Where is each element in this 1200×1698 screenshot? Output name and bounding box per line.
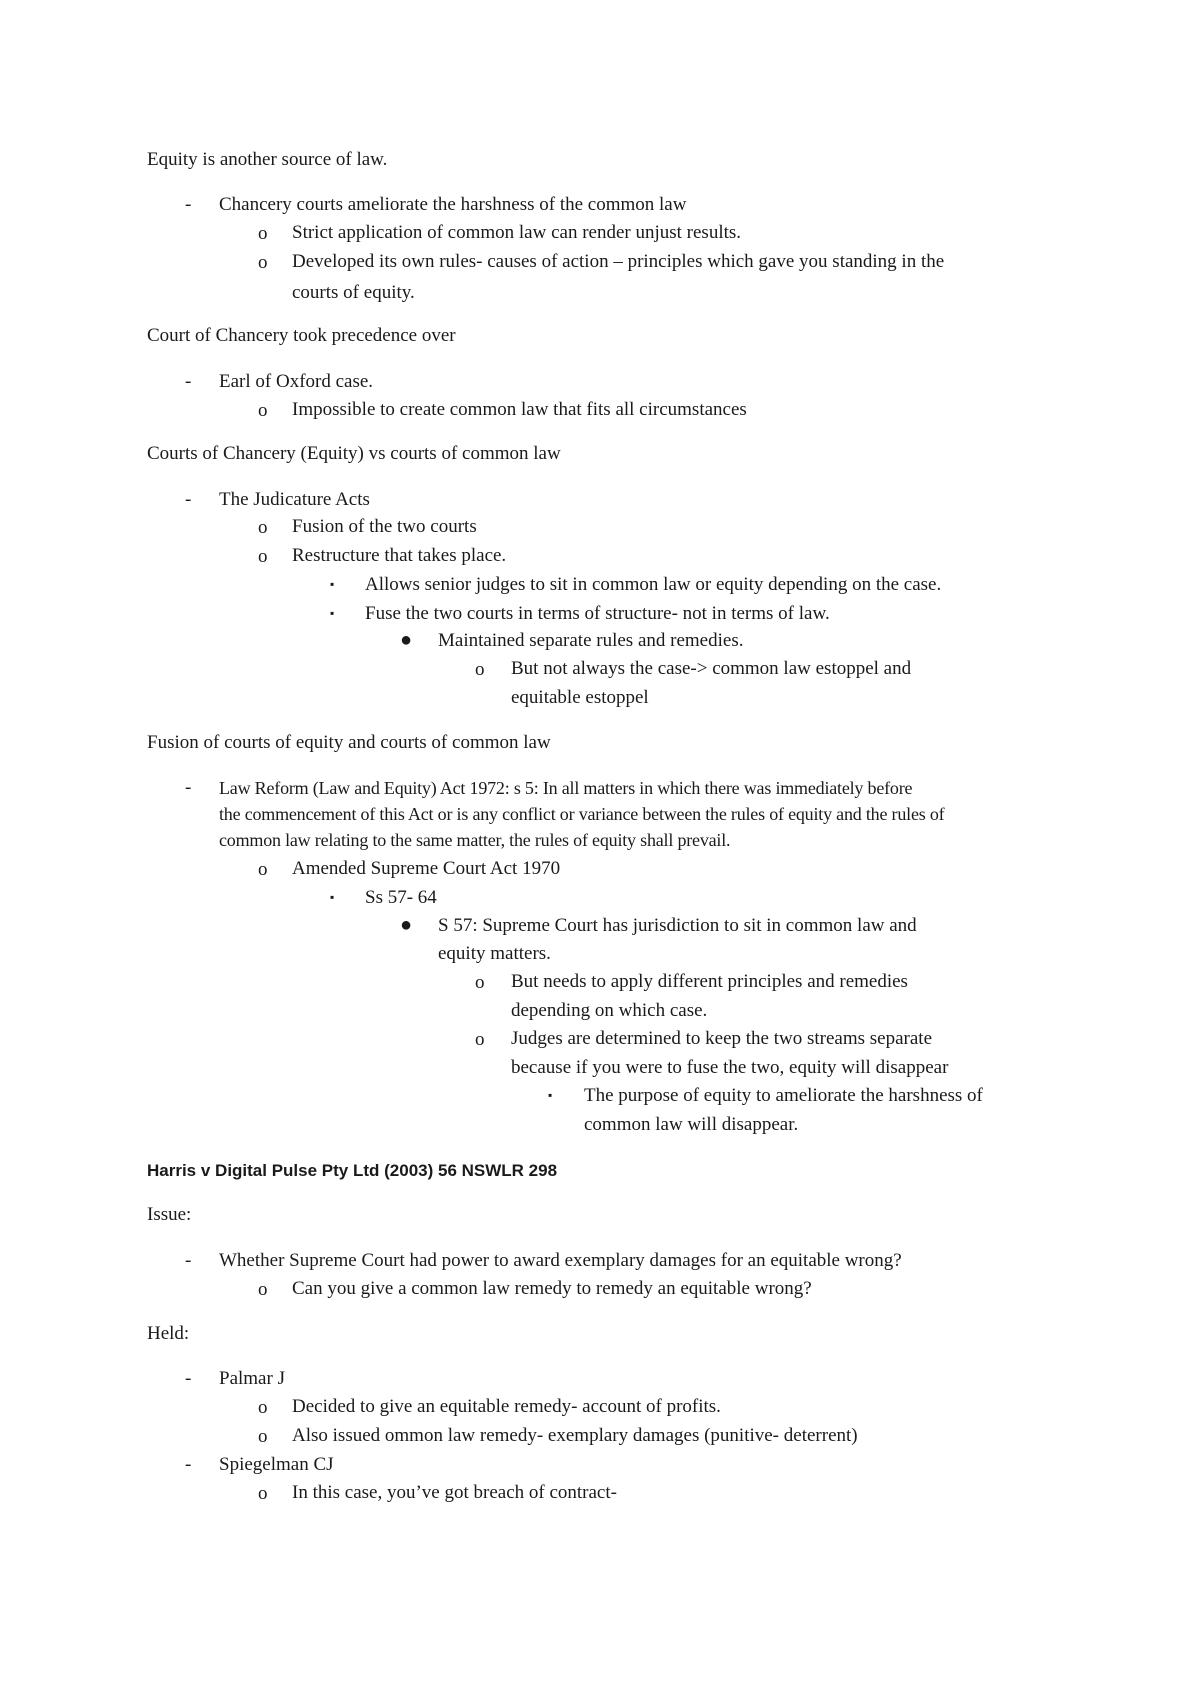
circle-bullet-icon: o: [258, 859, 268, 880]
dash-bullet-icon: -: [185, 489, 192, 510]
list-item: Palmar J: [219, 1368, 285, 1389]
list-item: Decided to give an equitable remedy- account of profits.: [292, 1396, 721, 1417]
circle-bullet-icon: o: [258, 1426, 268, 1447]
dash-bullet-icon: -: [185, 1368, 192, 1389]
dot-bullet-icon: ●: [400, 914, 413, 936]
section-label: Held:: [147, 1323, 190, 1344]
dash-bullet-icon: -: [185, 1454, 192, 1475]
list-item: Judges are determined to keep the two streams separate: [511, 1028, 933, 1049]
list-item-continuation: the commencement of this Act or is any conflict or variance between the rules of equity and the rules of: [219, 804, 945, 824]
list-item: In this case, you’ve got breach of contract-: [292, 1482, 617, 1503]
list-item: S 57: Supreme Court has jurisdiction to sit in common law and: [438, 915, 917, 936]
dash-bullet-icon: -: [185, 371, 192, 392]
circle-bullet-icon: o: [258, 400, 268, 421]
list-item-continuation: common law relating to the same matter, the rules of equity shall prevail.: [219, 830, 731, 850]
list-item-continuation: common law will disappear.: [584, 1114, 799, 1135]
circle-bullet-icon: o: [258, 546, 268, 567]
square-bullet-icon: ▪: [330, 890, 335, 904]
dash-bullet-icon: -: [185, 194, 192, 215]
list-item: The purpose of equity to ameliorate the harshness of: [584, 1085, 983, 1106]
list-item: The Judicature Acts: [219, 489, 370, 510]
list-item: Restructure that takes place.: [292, 545, 507, 566]
circle-bullet-icon: o: [475, 972, 485, 993]
list-item: Ss 57- 64: [365, 887, 437, 908]
list-item: Law Reform (Law and Equity) Act 1972: s 5: In all matters in which there was immediately before: [219, 778, 913, 798]
list-item-continuation: courts of equity.: [292, 282, 415, 303]
list-item: But needs to apply different principles and remedies: [511, 971, 908, 992]
list-item: Maintained separate rules and remedies.: [438, 630, 744, 651]
list-item: Developed its own rules- causes of action – principles which gave you standing in the: [292, 251, 945, 272]
circle-bullet-icon: o: [258, 223, 268, 244]
list-item: Also issued ommon law remedy- exemplary damages (punitive- deterrent): [292, 1425, 858, 1446]
paragraph-text: Court of Chancery took precedence over: [147, 325, 456, 346]
circle-bullet-icon: o: [258, 1397, 268, 1418]
case-heading: Harris v Digital Pulse Pty Ltd (2003) 56 NSWLR 298: [147, 1161, 558, 1180]
section-label: Issue:: [147, 1204, 192, 1225]
list-item: Spiegelman CJ: [219, 1454, 334, 1475]
list-item-continuation: because if you were to fuse the two, equity will disappear: [511, 1057, 949, 1078]
list-item: Fuse the two courts in terms of structure- not in terms of law.: [365, 603, 830, 624]
circle-bullet-icon: o: [475, 1029, 485, 1050]
dot-bullet-icon: ●: [400, 629, 413, 651]
list-item-continuation: equitable estoppel: [511, 687, 649, 708]
square-bullet-icon: ▪: [330, 577, 335, 591]
circle-bullet-icon: o: [258, 252, 268, 273]
list-item: Amended Supreme Court Act 1970: [292, 858, 561, 879]
dash-bullet-icon: -: [185, 777, 192, 798]
circle-bullet-icon: o: [258, 1483, 268, 1504]
circle-bullet-icon: o: [258, 517, 268, 538]
list-item: Allows senior judges to sit in common law or equity depending on the case.: [365, 574, 942, 595]
list-item: Can you give a common law remedy to remedy an equitable wrong?: [292, 1278, 812, 1299]
list-item: Strict application of common law can render unjust results.: [292, 222, 742, 243]
circle-bullet-icon: o: [475, 659, 485, 680]
list-item: Chancery courts ameliorate the harshness of the common law: [219, 194, 687, 215]
list-item: Earl of Oxford case.: [219, 371, 374, 392]
list-item: But not always the case-> common law estoppel and: [511, 658, 912, 679]
paragraph-text: Equity is another source of law.: [147, 149, 388, 170]
square-bullet-icon: ▪: [548, 1088, 553, 1102]
circle-bullet-icon: o: [258, 1279, 268, 1300]
list-item: Whether Supreme Court had power to award exemplary damages for an equitable wrong?: [219, 1250, 902, 1271]
paragraph-text: Fusion of courts of equity and courts of common law: [147, 732, 551, 753]
list-item-continuation: depending on which case.: [511, 1000, 708, 1021]
square-bullet-icon: ▪: [330, 606, 335, 620]
list-item: Impossible to create common law that fits all circumstances: [292, 399, 747, 420]
list-item-continuation: equity matters.: [438, 943, 551, 964]
paragraph-text: Courts of Chancery (Equity) vs courts of common law: [147, 443, 561, 464]
dash-bullet-icon: -: [185, 1250, 192, 1271]
list-item: Fusion of the two courts: [292, 516, 477, 537]
